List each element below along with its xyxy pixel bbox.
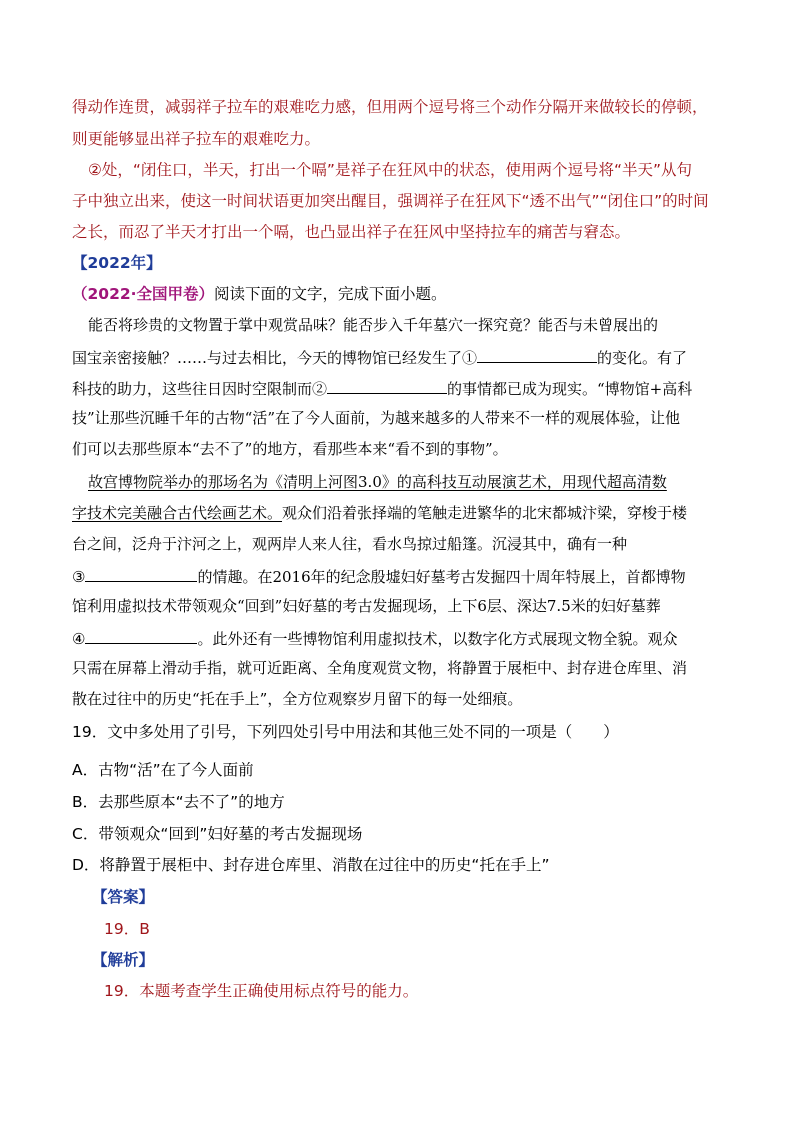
answer-label: 【答案】 bbox=[92, 888, 155, 906]
passage-p2-line-2: 字技术完美融合古代绘画艺术。观众们沿着张择端的笔触走进繁华的北宋都城汴梁，穿梭于楼 bbox=[72, 504, 688, 522]
blank-2 bbox=[327, 377, 447, 394]
analysis-line-1: 得动作连贯，减弱祥子拉车的艰难吃力感，但用两个逗号将三个动作分隔开来做较长的停顿， bbox=[72, 98, 708, 116]
passage-p2-line-6: ④ 。此外还有一些博物馆利用虚拟技术，以数字化方式展现文物全貌。观众 bbox=[72, 627, 677, 649]
passage-p2-line-8: 散在过往中的历史“托在手上”，全方位观察岁月留下的每一处细痕。 bbox=[72, 690, 523, 708]
passage-p2-line-5: 馆利用虚拟技术带领观众“回到”妇好墓的考古发掘现场，上下6层、深达7.5米的妇好墓葬 bbox=[72, 597, 661, 615]
blank-3 bbox=[85, 565, 197, 582]
year-header: 【2022年】 bbox=[72, 254, 162, 272]
passage-p1-line-1: 能否将珍贵的文物置于掌中观赏品味？能否步入千年墓穴一探究竟？能否与未曾展出的 bbox=[88, 316, 659, 334]
option-d[interactable]: D．将静置于展柜中、封存进仓库里、消散在过往中的历史“托在手上” bbox=[72, 856, 550, 874]
question-stem: 19．文中多处用了引号，下列四处引号中用法和其他三处不同的一项是（ ） bbox=[72, 723, 619, 741]
explanation-label: 【解析】 bbox=[92, 951, 155, 969]
option-b[interactable]: B．去那些原本“去不了”的地方 bbox=[72, 793, 285, 811]
passage-p1-line-3: 科技的助力，这些往日因时空限制而② 的事情都已成为现实。“博物馆+高科 bbox=[72, 377, 692, 399]
passage-p2-line-1: 故宫博物院举办的那场名为《清明上河图3.0》的高科技互动展演艺术，用现代超高清数 bbox=[88, 473, 667, 491]
blank-4 bbox=[85, 627, 197, 644]
explanation-text: 19．本题考查学生正确使用标点符号的能力。 bbox=[104, 982, 419, 1000]
blank-1 bbox=[477, 346, 597, 363]
analysis-line-4: 子中独立出来，使这一时间状语更加突出醒目，强调祥子在狂风下“透不出气”“闭住口”的时间 bbox=[72, 192, 709, 210]
underlined-sentence: 字技术完美融合古代绘画艺术。 bbox=[72, 504, 283, 522]
analysis-line-5: 之长，而忍了半天才打出一个嗝，也凸显出祥子在狂风中坚持拉车的痛苦与窘态。 bbox=[72, 223, 631, 241]
analysis-line-3: ②处，“闭住口，半天，打出一个嗝”是祥子在狂风中的状态，使用两个逗号将“半天”从句 bbox=[88, 161, 693, 179]
passage-p2-line-3: 台之间，泛舟于汴河之上，观两岸人来人往，看水鸟掠过船篷。沉浸其中，确有一种 bbox=[72, 535, 628, 553]
option-c[interactable]: C．带领观众“回到”妇好墓的考古发掘现场 bbox=[72, 825, 363, 843]
source-line bbox=[72, 284, 447, 304]
source-tag: （2022·全国甲卷） bbox=[72, 285, 215, 303]
passage-p1-line-4: 技”让那些沉睡千年的古物“活”在了今人面前，为越来越多的人带来不一样的观展体验，让他 bbox=[72, 409, 681, 427]
passage-p2-line-4: ③ 的情趣。在2016年的纪念殷墟妇好墓考古发掘四十周年特展上，首都博物 bbox=[72, 565, 686, 587]
answer-value: 19．B bbox=[104, 920, 150, 938]
option-a[interactable]: A．古物“活”在了今人面前 bbox=[72, 761, 254, 779]
passage-p1-line-5: 们可以去那些原本“去不了”的地方，看那些本来“看不到的事物”。 bbox=[72, 440, 508, 458]
analysis-line-2: 则更能够显出祥子拉车的艰难吃力。 bbox=[72, 130, 321, 148]
source-instruction: 阅读下面的文字，完成下面小题。 bbox=[214, 285, 447, 303]
passage-p1-line-2: 国宝亲密接触？……与过去相比，今天的博物馆已经发生了① 的变化。有了 bbox=[72, 346, 687, 368]
passage-p2-line-7: 只需在屏幕上滑动手指，就可近距离、全角度观赏文物，将静置于展柜中、封存进仓库里、消 bbox=[72, 659, 688, 677]
